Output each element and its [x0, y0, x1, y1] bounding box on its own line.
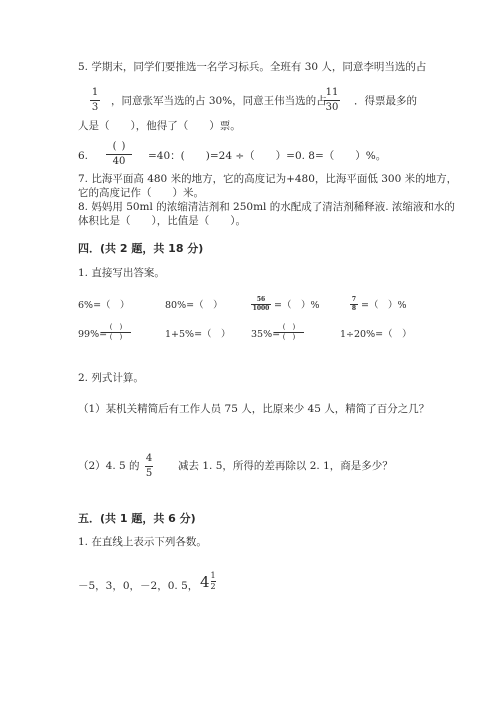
frac-numerator: 7 — [351, 296, 357, 303]
q6-label: 6. — [78, 150, 89, 162]
frac-bar — [324, 100, 340, 101]
frac-bar — [106, 154, 132, 155]
answer-item-56-over-1000-fraction — [251, 297, 271, 312]
section-5-sub1: 1. 在直线上表示下列各数。 — [78, 536, 207, 548]
frac-denominator: 3 — [91, 102, 99, 113]
mixed-fraction — [211, 572, 216, 591]
answer-item-7-over-8-rest: =（ ）% — [361, 300, 407, 311]
calc-question-2-rest: 减去 1. 5，所得的差再除以 2. 1，商是多少？ — [178, 460, 393, 472]
q7-line2: 它的高度记作（ ）米。 — [78, 187, 204, 199]
frac-denominator: 30 — [325, 102, 339, 113]
frac-denominator: ( ) — [282, 333, 296, 341]
answer-item-56-over-1000-rest: =（ ）% — [274, 300, 320, 311]
frac-numerator: 1 — [91, 87, 99, 98]
q6-fraction — [106, 142, 132, 167]
answer-item-80pct: 80%=（ ） — [165, 300, 223, 311]
frac-denominator: 1000 — [252, 305, 270, 312]
q6-rest: =40：( )=24 ÷（ ）=0. 8=（ ）%。 — [148, 150, 387, 162]
frac-numerator: 1 — [210, 571, 216, 580]
answer-item-1-plus-5pct: 1+5%=（ ） — [165, 329, 231, 340]
frac-numerator: 56 — [256, 296, 266, 303]
q5-fraction-2 — [324, 88, 340, 113]
mixed-number-four-and-a-half — [200, 572, 216, 591]
frac-denominator: 40 — [112, 156, 126, 167]
calc-question-1: （1）某机关精简后有工作人员 75 人，比原来少 45 人，精简了百分之几？ — [78, 403, 430, 415]
frac-numerator: 4 — [145, 453, 153, 464]
answer-item-99pct-fraction — [101, 324, 131, 341]
q5-line3: 人是（ ），他得了（ ）票。 — [78, 120, 241, 132]
frac-numerator: 11 — [325, 87, 339, 98]
calc-question-2-fraction — [145, 454, 153, 479]
frac-bar — [145, 466, 153, 467]
q8-line2: 体积比是（ ），比值是（ ）。 — [78, 215, 246, 227]
frac-numerator: ( ) — [282, 323, 296, 331]
section-5-heading: 五．(共 1 题，共 6 分) — [78, 512, 196, 525]
number-list: －5，3，0，－2，0. 5， — [78, 580, 199, 592]
q5-line2-mid: ，同意张军当选的占 30%，同意王伟当选的占 — [111, 95, 327, 107]
section-4-heading: 四．(共 2 题，共 18 分) — [78, 242, 204, 255]
mixed-whole: 4 — [200, 572, 210, 591]
answer-item-99pct-prefix: 99%= — [78, 329, 108, 340]
q5-line1: 5. 学期末，同学们要推选一名学习标兵。全班有 30 人，同意李明当选的占 — [78, 61, 427, 73]
frac-numerator: ( ) — [112, 141, 126, 152]
frac-denominator: 8 — [351, 305, 357, 312]
frac-denominator: ( ) — [109, 333, 123, 341]
frac-denominator: 2 — [210, 582, 216, 591]
answer-item-35pct-fraction — [274, 324, 304, 341]
answer-item-7-over-8-fraction — [350, 297, 358, 312]
answer-item-6pct: 6%=（ ） — [78, 300, 130, 311]
section-4-sub1: 1. 直接写出答案。 — [78, 267, 165, 279]
frac-numerator: ( ) — [109, 323, 123, 331]
answer-item-1-div-20pct: 1÷20%=（ ） — [340, 329, 412, 340]
frac-bar — [90, 100, 100, 101]
q5-line2-end: ．得票最多的 — [354, 95, 417, 107]
section-4-sub2: 2. 列式计算。 — [78, 372, 144, 384]
q7-line1: 7. 比海平面高 480 米的地方，它的高度记为+480，比海平面低 300 米的地方， — [78, 173, 458, 185]
calc-question-2-prefix: （2）4. 5 的 — [78, 460, 140, 472]
q5-fraction-1 — [90, 88, 100, 113]
frac-denominator: 5 — [145, 468, 153, 479]
answer-item-35pct-prefix: 35%= — [251, 329, 281, 340]
q8-line1: 8. 妈妈用 50ml 的浓缩清洁剂和 250ml 的水配成了清洁剂稀释液. 浓缩液和水的 — [78, 201, 455, 213]
